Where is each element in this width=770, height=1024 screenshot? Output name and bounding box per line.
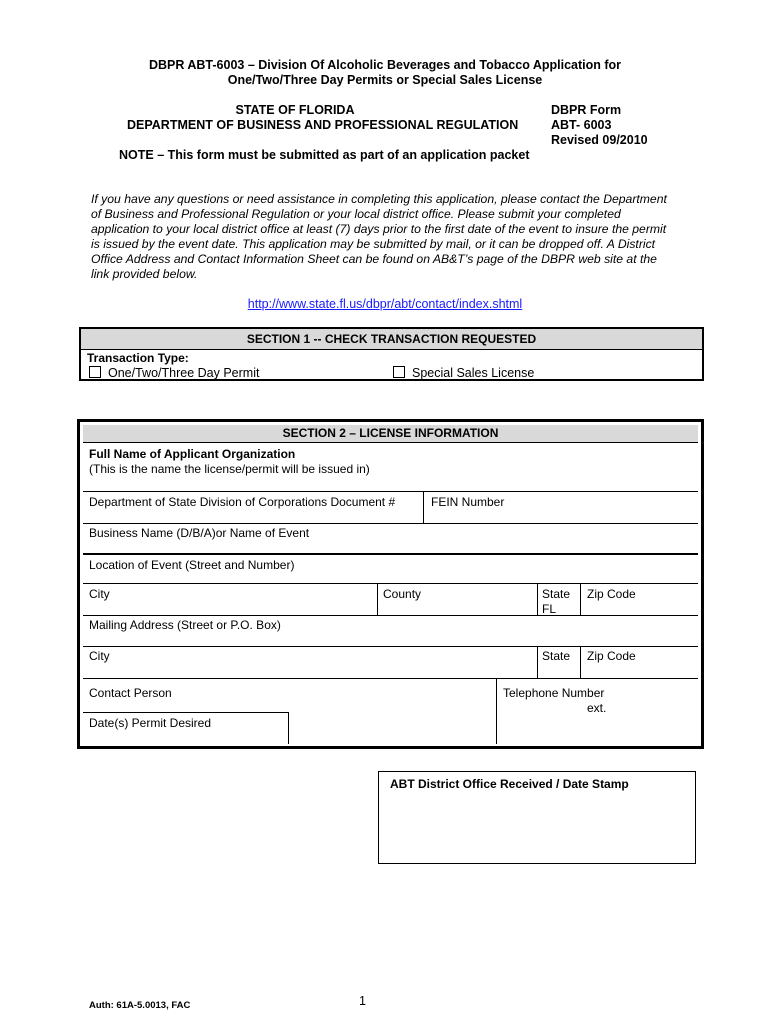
divider [83,678,698,679]
state2-label[interactable]: State [542,649,571,663]
day-permit-checkbox[interactable] [89,366,101,378]
option-special-sales[interactable] [393,366,534,380]
form-label: DBPR Form [551,103,622,117]
form-id-block [551,103,648,148]
section2-box [77,419,704,749]
county-label[interactable]: County [383,587,422,601]
special-sales-label: Special Sales License [412,366,535,380]
date-stamp-box [378,771,696,864]
divider [537,646,538,678]
dates-desired-label[interactable]: Date(s) Permit Desired [89,716,212,730]
date-stamp-label: ABT District Office Received / Date Stamp [390,777,629,791]
option-day-permit[interactable] [89,366,259,380]
divider [580,583,581,615]
city2-label[interactable]: City [89,649,110,663]
divider [83,615,698,616]
form-revised: Revised 09/2010 [551,133,648,147]
transaction-type-label: Transaction Type: [87,351,189,365]
applicant-name-note: (This is the name the license/permit will be issued in) [89,462,370,476]
section2-grid [83,425,698,743]
form-title [0,58,770,88]
form-number: ABT- 6003 [551,118,612,132]
divider [496,678,497,744]
divider [83,712,288,713]
district-office-link[interactable]: http://www.state.fl.us/dbpr/abt/contact/index.shtml [247,297,523,311]
intro-paragraph: If you have any questions or need assistance in completing this application, please contact the Department of Business and Professional Regulation or your local district office. Please submit your completed application to your local district office at least (7) days prior to the first date of the event to insure the permit is issued by the event date. This application may be submitted by mail, or it can be dropped off. A District Office Address and Contact Information Sheet can be found on AB&T’s page of the DBPR web site at the link provided below. [91,192,667,281]
divider [83,491,698,492]
divider [83,553,698,555]
applicant-name-label: Full Name of Applicant Organization [89,447,296,461]
zip-label[interactable]: Zip Code [587,587,636,601]
form-title-line2: One/Two/Three Day Permits or Special Sales License [227,73,543,87]
telephone-label[interactable]: Telephone Number [503,686,605,700]
contact-person-label[interactable]: Contact Person [89,686,172,700]
divider [537,583,538,615]
location-label[interactable]: Location of Event (Street and Number) [89,558,295,572]
business-name-label[interactable]: Business Name (D/B/A)or Name of Event [89,526,310,540]
corp-doc-label[interactable]: Department of State Division of Corporations Document # [89,495,396,509]
form-title-line1: DBPR ABT-6003 – Division Of Alcoholic Beverages and Tobacco Application for [148,58,622,72]
section2-heading: SECTION 2 – LICENSE INFORMATION [83,425,698,443]
divider [423,491,424,523]
special-sales-checkbox[interactable] [393,366,405,378]
section1-heading: SECTION 1 -- CHECK TRANSACTION REQUESTED [81,329,702,350]
section1-box [79,327,704,381]
divider [83,523,698,524]
divider [580,646,581,678]
divider [83,646,698,647]
zip2-label[interactable]: Zip Code [587,649,636,663]
department-heading: DEPARTMENT OF BUSINESS AND PROFESSIONAL REGULATION [127,118,519,132]
fein-label[interactable]: FEIN Number [431,495,505,509]
divider [83,583,698,584]
page-number: 1 [359,994,366,1008]
day-permit-label: One/Two/Three Day Permit [108,366,260,380]
submission-note: NOTE – This form must be submitted as part of an application packet [119,148,530,162]
divider [377,583,378,615]
state-label: State [542,587,571,601]
extension-label[interactable]: ext. [587,701,607,715]
city-label[interactable]: City [89,587,110,601]
auth-reference: Auth: 61A-5.0013, FAC [89,1000,191,1011]
divider [288,712,289,744]
state-heading: STATE OF FLORIDA [235,103,355,117]
state-value[interactable]: FL [542,602,557,616]
mailing-address-label[interactable]: Mailing Address (Street or P.O. Box) [89,618,281,632]
